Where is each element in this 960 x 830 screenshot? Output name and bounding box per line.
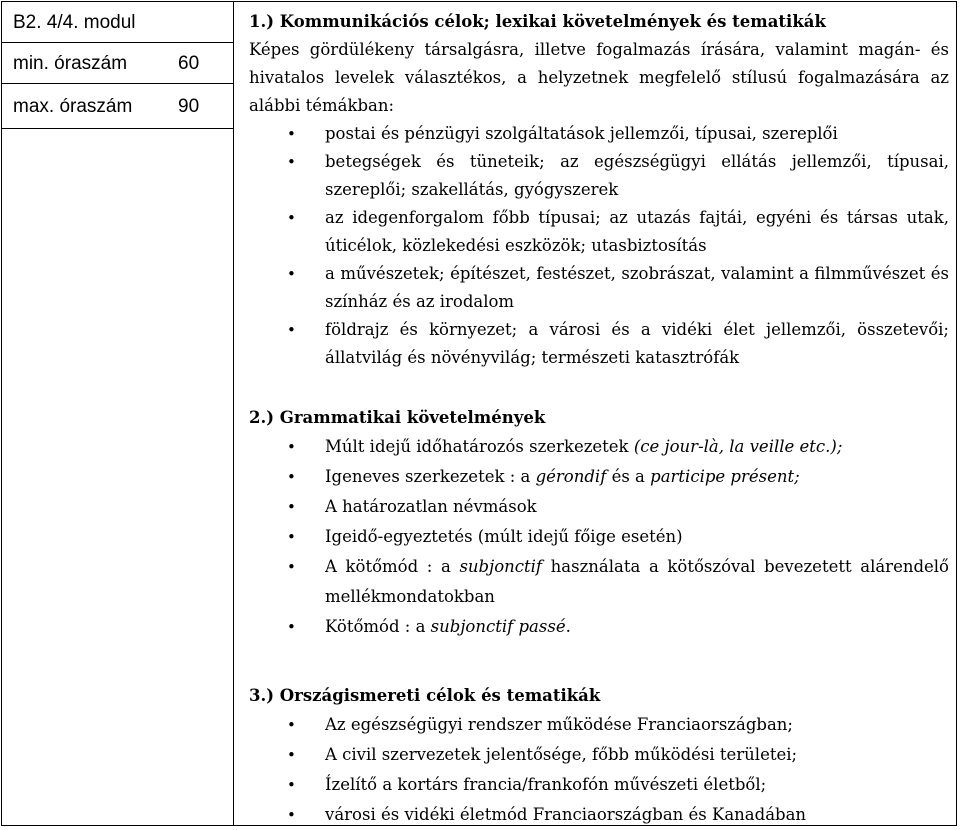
min-hours-row (2, 43, 233, 84)
module-content (249, 8, 949, 824)
section-communication (249, 8, 949, 372)
item-text: A kötőmód : a (325, 557, 460, 576)
item-tail: és a (606, 467, 651, 486)
list-item: • földrajz és környezet; a városi és a vidéki élet jellemzői, összetevői; állatvilág és növényvilág; természeti katasztrófák (249, 316, 949, 372)
item-italic: (ce jour-là, la veille etc.); (633, 437, 843, 456)
module-row (2, 2, 233, 43)
item-italic: gérondif (535, 467, 607, 486)
item-italic: subjonctif passé (430, 617, 566, 636)
item-italic: participe présent; (650, 467, 800, 486)
item-tail: használata a kötőszóval bevezetett alárendelő mellékmondatokban (325, 557, 949, 606)
item-tail: . (565, 617, 571, 636)
min-hours-value: 60 (178, 53, 200, 74)
item-text: Igeneves szerkezetek : a (325, 467, 536, 486)
item-italic: subjonctif (459, 557, 543, 576)
item-text: Múlt idejű időhatározós szerkezetek (325, 437, 634, 456)
list-item (249, 492, 949, 522)
section-title: 2.) Grammatikai követelmények (249, 408, 546, 427)
min-hours-label: min. óraszám (13, 53, 128, 74)
list-item: • a művészetek; építészet, festészet, szobrászat, valamint a filmművészet és színház és az irodalom (249, 260, 949, 316)
module-label: B2. 4/4. modul (13, 12, 136, 33)
max-hours-label: max. óraszám (13, 96, 133, 117)
module-meta-column (2, 2, 234, 825)
list-item: • Ízelítő a kortárs francia/frankofón művészeti életből; (249, 770, 949, 800)
list-item (249, 432, 949, 462)
max-hours-value: 90 (178, 96, 200, 117)
list-item: • Az egészségügyi rendszer működése Franciaországban; (249, 710, 949, 740)
cultural-list (249, 710, 949, 830)
item-text: Igeidő-egyeztetés (múlt idejű főige esetén) (325, 527, 683, 546)
list-item (249, 462, 949, 492)
list-item: • az idegenforgalom főbb típusai; az utazás fajtái, egyéni és társas utak, úticélok, közlekedési eszközök; utasbiztosítás (249, 204, 949, 260)
list-item: • A civil szervezetek jelentősége, főbb működési területei; (249, 740, 949, 770)
item-text: A határozatlan névmások (325, 497, 537, 516)
list-item: • postai és pénzügyi szolgáltatások jellemzői, típusai, szereplői (249, 120, 949, 148)
section-intro: Képes gördülékeny társalgásra, illetve fogalmazás írására, valamint magán- és hivatalos levelek választékos, a helyzetnek megfelelő stílusú fogalmazására az alábbi témákban: (249, 40, 949, 115)
topic-list (249, 120, 949, 372)
section-title: 3.) Országismereti célok és tematikák (249, 686, 601, 705)
list-item (249, 522, 949, 552)
section-title: 1.) Kommunikációs célok; lexikai követelmények és tematikák (249, 12, 826, 31)
section-grammar (249, 404, 949, 642)
list-item (249, 612, 949, 642)
list-item: • városi és vidéki életmód Franciaországban és Kanadában (249, 800, 949, 830)
list-item: • betegségek és tüneteik; az egészségügyi ellátás jellemzői, típusai, szereplői; szakellátás, gyógyszerek (249, 148, 949, 204)
grammar-list (249, 432, 949, 642)
section-cultural (249, 682, 949, 830)
max-hours-row (2, 84, 233, 129)
item-text: Kötőmód : a (325, 617, 431, 636)
list-item (249, 552, 949, 612)
